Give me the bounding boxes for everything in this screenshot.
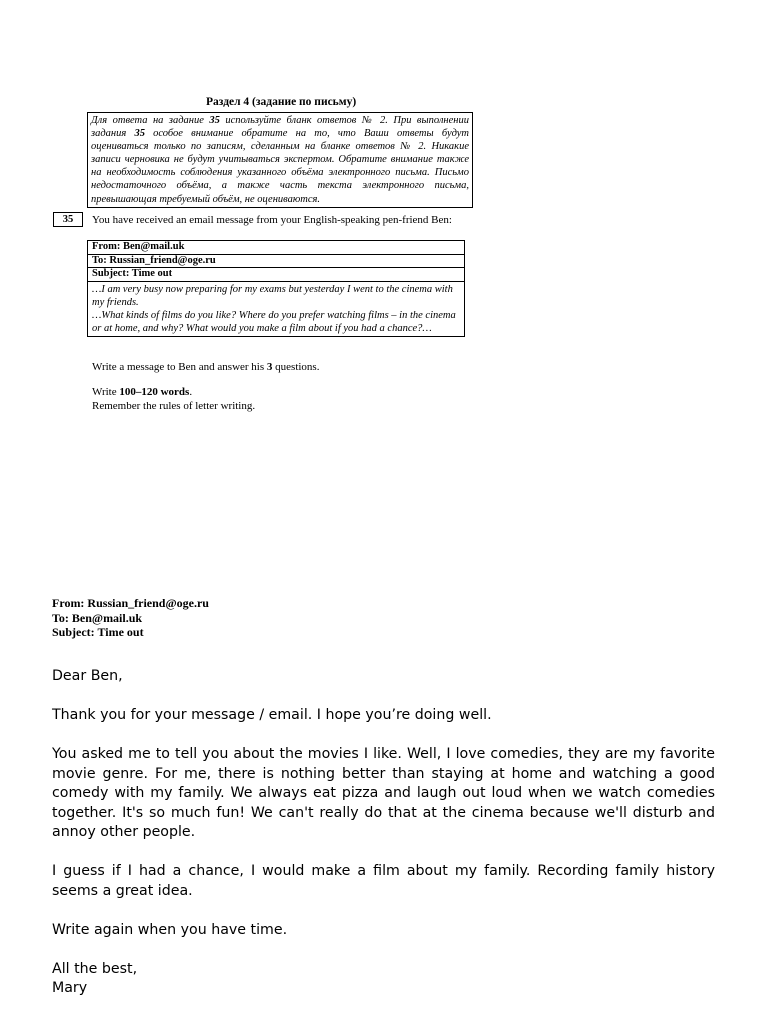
answer-paragraph-4: Write again when you have time. <box>52 921 288 938</box>
incoming-email-body <box>88 281 465 336</box>
write-task-instruction <box>92 361 319 373</box>
answer-closing: All the best, <box>52 960 138 977</box>
incoming-email-from: From: Ben@mail.uk <box>88 241 465 255</box>
word-count-instruction <box>92 386 255 413</box>
answer-from: From: Russian_friend@oge.ru <box>52 596 209 610</box>
letter-rules-reminder: Remember the rules of letter writing. <box>92 399 256 412</box>
instruction-task-number-1: 35 <box>209 115 220 126</box>
incoming-email-table <box>87 240 465 337</box>
answer-email-header <box>52 596 209 640</box>
answer-email-body <box>52 667 715 999</box>
incoming-email-line-1: …I am very busy now preparing for my exams but yesterday I went to the cinema with my friends. <box>92 283 453 308</box>
section-title: Раздел 4 (задание по письму) <box>206 96 357 108</box>
answer-signature: Mary <box>52 980 88 996</box>
instruction-box <box>87 112 473 208</box>
write-task-question-count: 3 <box>266 361 273 373</box>
incoming-email-to: To: Russian_friend@oge.ru <box>88 254 465 268</box>
incoming-email-line-2: …What kinds of films do you like? Where do you prefer watching films – in the cinema or at home, and why? What would you make a film about if you had a chance?… <box>92 309 456 334</box>
instruction-text-part2: используйте бланк ответов № 2. При выполнении задания <box>91 115 469 140</box>
instruction-task-number-2: 35 <box>134 128 145 140</box>
word-count-post: . <box>189 386 193 398</box>
word-count-range: 100–120 words <box>119 386 190 398</box>
instruction-text-part3: особое внимание обратите на то, что Ваши ответы будут оцениваться только по записям, сделанным на бланке ответов № 2. Никакие записи черновика не будут учитываться экспертом. Обратите внимание также на необходимость соблюдения указанного объёма электронного письма. Письмо недостаточного объёма, а также часть текста электронного письма, превышающая требуемый объём, не оцениваются. <box>91 128 470 205</box>
task-prompt: You have received an email message from your English-speaking pen-friend Ben: <box>92 214 452 226</box>
answer-paragraph-1: Thank you for your message / email. I hope you’re doing well. <box>52 707 492 723</box>
answer-greeting: Dear Ben, <box>52 668 123 684</box>
answer-to: To: Ben@mail.uk <box>52 610 143 625</box>
write-task-pre: Write a message to Ben and answer his <box>92 361 267 373</box>
answer-paragraph-3: I guess if I had a chance, I would make a film about my family. Recording family history seems a great idea. <box>52 863 715 899</box>
incoming-email-subject: Subject: Time out <box>88 268 465 282</box>
answer-subject: Subject: Time out <box>52 625 144 639</box>
word-count-pre: Write <box>92 386 120 398</box>
write-task-post: questions. <box>272 361 320 373</box>
instruction-text-part1: Для ответа на задание <box>91 115 210 126</box>
answer-paragraph-2: You asked me to tell you about the movies I like. Well, I love comedies, they are my favorite movie genre. For me, there is nothing better than staying at home and watching a good comedy with my family. We always eat pizza and laugh out loud when we watch comedies together. It's so much fun! We can't really do that at the cinema because we'll disturb and annoy other people. <box>52 746 715 840</box>
task-number-box: 35 <box>53 212 83 227</box>
